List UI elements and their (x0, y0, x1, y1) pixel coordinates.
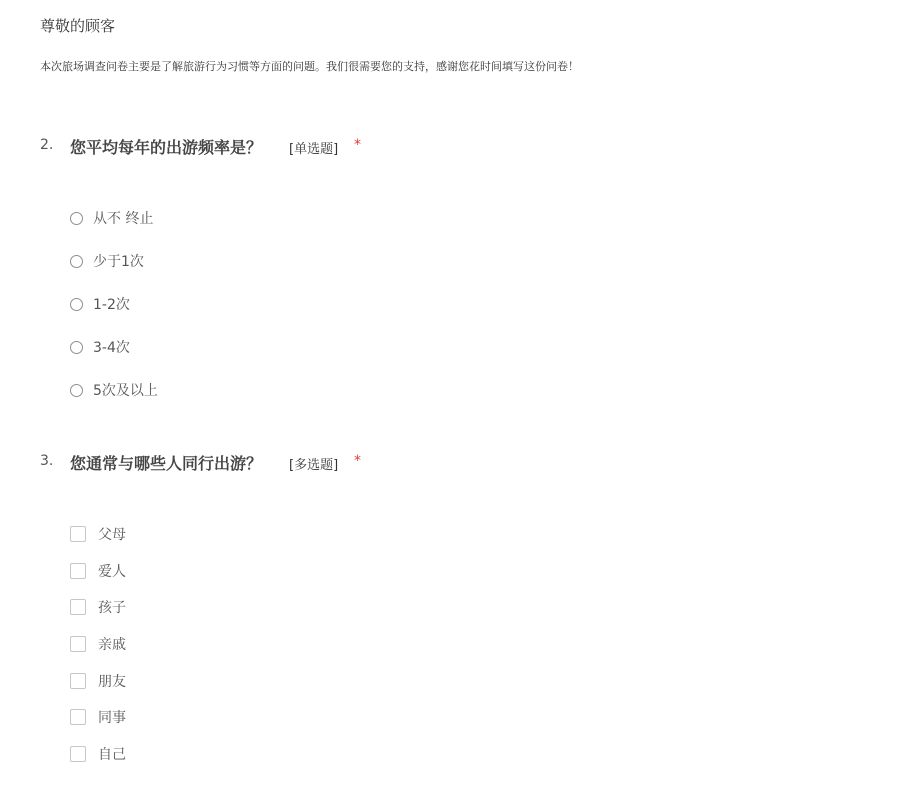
greeting-title: 尊敬的顾客 (40, 17, 116, 35)
option-label: 5次及以上 (93, 383, 158, 399)
option-checkbox[interactable] (70, 634, 126, 654)
option-radio[interactable] (70, 294, 130, 314)
question-3-text: 您通常与哪些人同行出游？ (70, 454, 263, 473)
option-label: 爱人 (98, 564, 126, 580)
option-checkbox[interactable] (70, 744, 126, 764)
option-radio[interactable] (70, 251, 144, 271)
checkbox[interactable] (70, 636, 86, 652)
option-radio[interactable] (70, 208, 153, 228)
option-radio[interactable] (70, 337, 130, 357)
option-checkbox[interactable] (70, 524, 126, 544)
option-label: 同事 (98, 710, 126, 726)
option-label: 朋友 (98, 674, 126, 690)
option-label: 父母 (98, 527, 126, 543)
option-label: 3-4次 (93, 340, 130, 356)
option-label: 1-2次 (93, 297, 130, 313)
option-radio[interactable] (70, 380, 158, 400)
radio-button[interactable] (70, 298, 83, 311)
option-label: 亲戚 (98, 637, 126, 653)
question-2-text: 您平均每年的出游频率是？ (70, 138, 263, 157)
radio-button[interactable] (70, 212, 83, 225)
question-2-required-mark: * (354, 137, 361, 153)
checkbox[interactable] (70, 563, 86, 579)
survey-intro: 本次旅场调查问卷主要是了解旅游行为习惯等方面的问题。我们很需要您的支持，感谢您花时间填写这份问卷！ (40, 60, 579, 73)
option-label: 从不 终止 (93, 211, 154, 227)
checkbox[interactable] (70, 599, 86, 615)
option-label: 少于1次 (93, 254, 144, 270)
radio-button[interactable] (70, 341, 83, 354)
question-3-type-label: [多选题] (289, 458, 339, 473)
question-3-number: 3. (40, 453, 54, 469)
option-label: 自己 (98, 747, 126, 763)
checkbox[interactable] (70, 709, 86, 725)
question-3-required-mark: * (354, 453, 361, 469)
option-checkbox[interactable] (70, 707, 126, 727)
option-checkbox[interactable] (70, 561, 126, 581)
radio-button[interactable] (70, 384, 83, 397)
question-2-type-label: [单选题] (289, 142, 339, 157)
checkbox[interactable] (70, 746, 86, 762)
option-checkbox[interactable] (70, 671, 126, 691)
option-checkbox[interactable] (70, 597, 126, 617)
question-2-number: 2. (40, 137, 54, 153)
option-label: 孩子 (98, 600, 126, 616)
radio-button[interactable] (70, 255, 83, 268)
checkbox[interactable] (70, 526, 86, 542)
checkbox[interactable] (70, 673, 86, 689)
